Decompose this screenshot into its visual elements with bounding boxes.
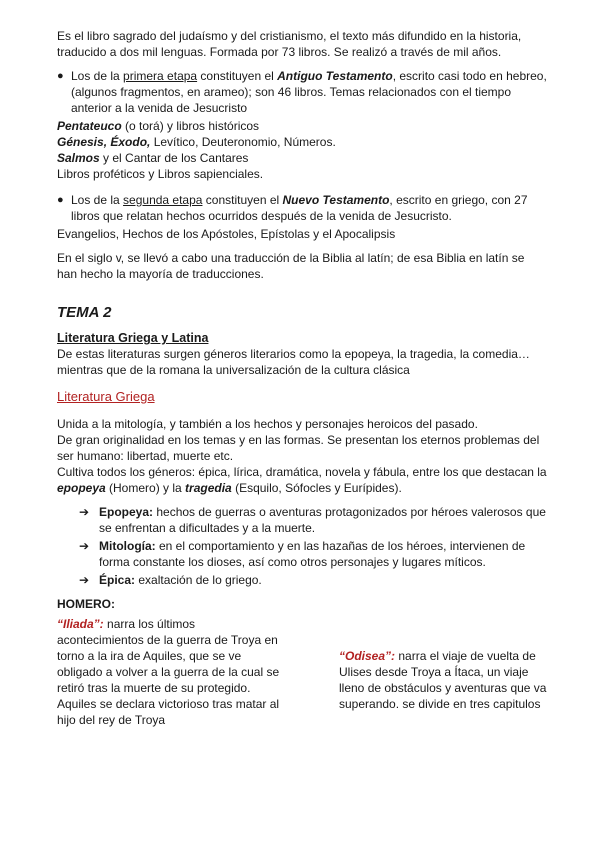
nuevo-testamento: Nuevo Testamento xyxy=(282,193,390,207)
tema-title: TEMA 2 xyxy=(57,304,112,321)
literatura-description: De estas literaturas surgen géneros literarios como la epopeya, la tragedia, la comedia… mientras que de la romana la universalización de la cultura clásica xyxy=(57,347,530,377)
primera-etapa-underline: primera etapa xyxy=(123,69,198,83)
griega-paragraph-1: Unida a la mitología, y también a los hechos y personajes heroicos del pasado. xyxy=(57,417,478,431)
arrow-right-icon: ➔ xyxy=(79,573,90,587)
griega-paragraph-2: De gran originalidad en los temas y en las formas. Se presentan los eternos problemas del ser humano: libertad, muerte etc. xyxy=(57,433,540,463)
bullet-primera-etapa: ● Los de la primera etapa constituyen el Antiguo Testamento, escrito casi todo en hebreo, (algunos fragmentos, en arameo); son 46 libros. Temas relacionados con el tiempo anterior a la venida de Jesucristo xyxy=(57,69,547,115)
latin-paragraph: En el siglo v, se llevó a cabo una traducción de la Biblia al latín; de esa Biblia en latín se han hecho la mayoría de traducciones. xyxy=(57,251,525,281)
bullet-dot-icon: ● xyxy=(57,194,64,206)
at-line-genesis: Génesis, Éxodo, Levítico, Deuteronomio, Números. xyxy=(57,135,336,149)
segunda-etapa-underline: segunda etapa xyxy=(123,193,203,207)
iliada-column xyxy=(57,616,282,728)
literatura-griega-heading: Literatura Griega xyxy=(57,389,155,404)
nt-line: Evangelios, Hechos de los Apóstoles, Epístolas y el Apocalipsis xyxy=(57,227,396,241)
iliada-text: narra los últimos acontecimientos de la guerra de Troya en torno a la ira de Aquiles, que se ve obligado a volver a la guerra de la cual se retiró tras la muerte de su protegido. Aquiles se declara victorioso tras matar al hijo del rey de Troya xyxy=(57,617,280,727)
arrow-item-epica: ➔ Épica: exaltación de lo griego. xyxy=(79,573,262,587)
intro-paragraph: Es el libro sagrado del judaísmo y del cristianismo, el texto más difundido en la historia, traducido a dos mil lenguas. Formada por 73 libros. Se realizó a través de mil años. xyxy=(57,29,522,59)
odisea-title: “Odisea”: xyxy=(339,649,396,663)
arrow-item-epopeya: ➔ Epopeya: hechos de guerras o aventuras protagonizados por héroes valerosos que se enfrentan a dificultades y a la muerte. xyxy=(79,505,546,535)
griega-paragraph-3: Cultiva todos los géneros: épica, lírica, dramática, novela y fábula, entre los que destacan la epopeya (Homero) y la tragedia (Esquilo, Sófocles y Eurípides). xyxy=(57,465,547,495)
at-line-salmos: Salmos y el Cantar de los Cantares xyxy=(57,151,249,165)
odisea-column xyxy=(339,648,547,728)
arrow-right-icon: ➔ xyxy=(79,539,90,553)
at-line-profeticos: Libros proféticos y Libros sapienciales. xyxy=(57,167,264,181)
arrow-item-mitologia: ➔ Mitología: en el comportamiento y en las hazañas de los héroes, intervienen de forma constante los dioses, así como otros personajes y lugares míticos. xyxy=(79,539,526,569)
document-content xyxy=(57,28,547,728)
arrow-right-icon: ➔ xyxy=(79,505,90,519)
literatura-griega-latina-heading: Literatura Griega y Latina xyxy=(57,331,209,345)
odisea-text: narra el viaje de vuelta de Ulises desde Troya a Ítaca, un viaje lleno de obstáculos y aventuras que va superando. se divide en tres capitulos xyxy=(339,649,547,711)
bullet-segunda-etapa: ● Los de la segunda etapa constituyen el Nuevo Testamento, escrito en griego, con 27 libros que relatan hechos ocurridos después de la venida de Jesucristo. xyxy=(57,193,528,223)
bullet-dot-icon: ● xyxy=(57,70,64,82)
at-line-pentateuco: Pentateuco (o torá) y libros históricos xyxy=(57,119,260,133)
iliada-title: “Iliada”: xyxy=(57,617,104,631)
homero-heading: HOMERO: xyxy=(57,597,115,611)
antiguo-testamento: Antiguo Testamento xyxy=(277,69,393,83)
homero-columns xyxy=(57,616,547,728)
